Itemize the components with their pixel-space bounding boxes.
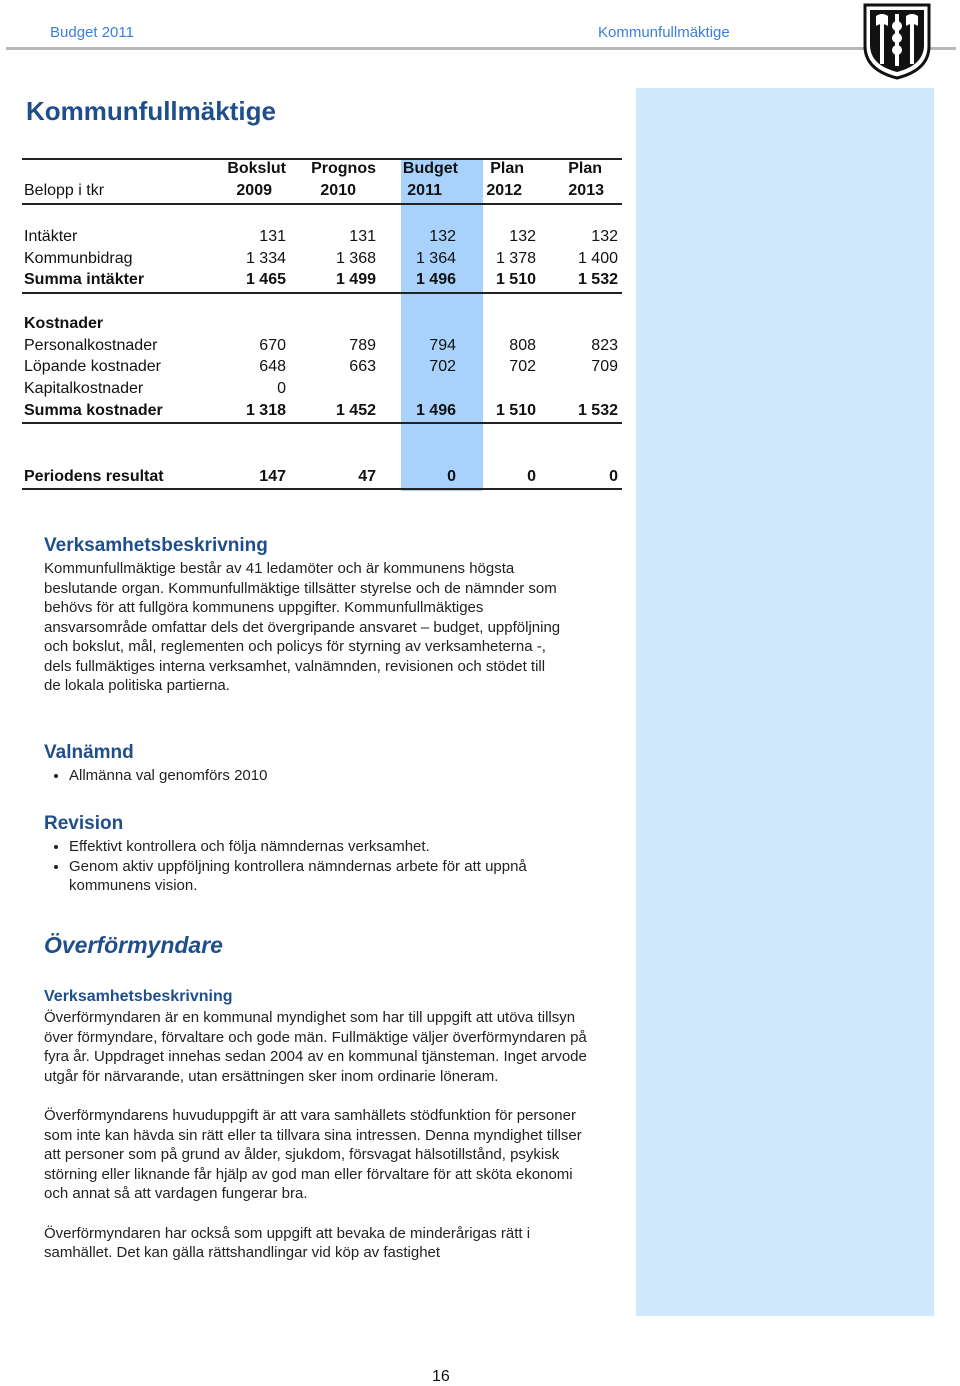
row-label: Kapitalkostnader [24, 380, 144, 397]
table-row [22, 250, 622, 272]
cell: 132 [591, 228, 618, 245]
cell: 1 510 [495, 271, 536, 288]
list-item: • Genom aktiv uppföljning kontrollera nämndernas arbete för att uppnå kommunens vision. [69, 857, 584, 896]
col-header-top: Plan [568, 160, 602, 177]
cell: 1 499 [335, 271, 376, 288]
cell: 823 [591, 337, 618, 354]
cell: 0 [609, 468, 618, 485]
table-top-rule [22, 158, 622, 160]
list-item: • Effektivt kontrollera och följa nämndernas verksamhet. [69, 837, 584, 857]
cell: 808 [509, 337, 536, 354]
table-row [22, 337, 622, 359]
table-row-total [22, 402, 622, 424]
table-bottom-rule [22, 488, 622, 490]
row-label: Intäkter [24, 228, 78, 245]
side-panel [636, 88, 934, 1316]
revision-list [44, 837, 584, 896]
row-label: Löpande kostnader [24, 358, 161, 375]
coat-of-arms-icon [862, 2, 932, 80]
table-row [22, 228, 622, 250]
verksamhet-heading: Verksamhetsbeskrivning [44, 535, 268, 556]
cell: 1 400 [577, 250, 618, 267]
cell: 131 [259, 228, 286, 245]
cell: 1 532 [577, 402, 618, 419]
cell: 0 [277, 380, 286, 397]
header-section-title: Kommunfullmäktige [598, 24, 730, 41]
table-header-rule [22, 203, 622, 205]
revision-heading: Revision [44, 813, 124, 834]
page-title: Kommunfullmäktige [26, 96, 276, 126]
table-row [22, 358, 622, 380]
overformyndare-section [44, 988, 594, 1263]
row-label: Summa intäkter [24, 271, 145, 288]
cell: 648 [259, 358, 286, 375]
corner-label: Belopp i tkr [24, 182, 105, 199]
revision-section [44, 813, 584, 896]
cell: 1 368 [335, 250, 376, 267]
cell: 1 378 [495, 250, 536, 267]
header-divider [6, 47, 956, 50]
table-rule [22, 422, 622, 424]
overformyndare-paragraph: Överförmyndaren är en kommunal myndighet som har till uppgift att utöva tillsyn över förmyndare, förvaltare och gode män. Fullmäktige väljer överförmyndaren på fyra år. Uppdraget innehas sedan 2004 av en kommunal tjänsteman. Inget arvode utgår för närvarande, utan ersättningen sker inom ordinarie löneram. [44, 1009, 587, 1085]
col-header-top: Plan [490, 160, 524, 177]
cell: 789 [349, 337, 376, 354]
cell: 147 [259, 468, 286, 485]
col-header-year: 2010 [320, 182, 356, 199]
cell: 0 [527, 468, 536, 485]
row-label: Personalkostnader [24, 337, 158, 354]
valnamnd-list [44, 766, 624, 786]
overformyndare-title: Överförmyndare [44, 932, 223, 958]
overformyndare-paragraph: Överförmyndarens huvuduppgift är att vara samhällets stödfunktion för personer som inte kan hävda sin rätt eller ta tillvara sina intressen. Denna myndighet tillser att personer som på grund av ålder, sjukdom, försvagat hälsotillstånd, psykisk störning eller liknande får hjälp av god man eller förvaltare för att sköta ekonomi och annat så att vardagen fungerar bra. [44, 1107, 582, 1202]
cell: 131 [349, 228, 376, 245]
list-item: • Allmänna val genomförs 2010 [69, 766, 624, 786]
cell: 709 [591, 358, 618, 375]
cell: 663 [349, 358, 376, 375]
header-document-title: Budget 2011 [50, 24, 134, 41]
page-number: 16 [432, 1368, 450, 1385]
cell: 1 452 [335, 402, 376, 419]
table-row [22, 380, 622, 402]
cell: 1 532 [577, 271, 618, 288]
verksamhet-text: Kommunfullmäktige består av 41 ledamöter och är kommunens högsta beslutande organ. Kommunfullmäktige tillsätter styrelse och de nämnder som behövs för att fullgöra kommunens uppgifter. Kommunfullmäktiges ansvarsområde omfattar dels det övergripande ansvaret – budget, uppföljning och bokslut, mål, reglementen och policys för styrning av verksamheterna -, dels fullmäktiges interna verksamhet, valnämnden, revisionen och stödet till de lokala politiska partierna. [44, 560, 561, 694]
cell: 1 496 [415, 271, 456, 288]
overformyndare-heading: Verksamhetsbeskrivning [44, 988, 233, 1005]
cell: 132 [509, 228, 536, 245]
row-label: Summa kostnader [24, 402, 163, 419]
col-header-year: 2011 [407, 182, 442, 199]
row-label: Periodens resultat [24, 468, 164, 485]
col-header-top: Prognos [311, 160, 376, 177]
table-row-result [22, 468, 622, 490]
cell: 670 [259, 337, 286, 354]
cell: 1 318 [245, 402, 286, 419]
cell: 1 465 [245, 271, 286, 288]
table-header-row-top [22, 160, 622, 182]
cell: 1 364 [415, 250, 456, 267]
valnamnd-section [44, 742, 624, 786]
row-label: Kommunbidrag [24, 250, 133, 267]
col-header-year: 2013 [568, 182, 604, 199]
cell: 1 496 [415, 402, 456, 419]
cell: 1 334 [245, 250, 286, 267]
table-header-row-bottom [22, 182, 622, 204]
cell: 0 [447, 468, 456, 485]
cell: 794 [429, 337, 456, 354]
col-header-top: Bokslut [227, 160, 286, 177]
col-header-top: Budget [402, 160, 458, 177]
col-header-year: 2012 [486, 182, 522, 199]
table-section-heading [22, 315, 622, 337]
table-rule [22, 292, 622, 294]
cell: 47 [358, 468, 376, 485]
verksamhet-section [44, 535, 564, 696]
overformyndare-paragraph: Överförmyndaren har också som uppgift att bevaka de minderårigas rätt i samhället. Det kan gälla rättshandlingar vid köp av fastighet [44, 1224, 531, 1261]
row-label: Kostnader [24, 315, 104, 332]
col-header-year: 2009 [236, 182, 272, 199]
valnamnd-heading: Valnämnd [44, 742, 134, 763]
table-row-total [22, 271, 622, 293]
cell: 132 [429, 228, 456, 245]
cell: 702 [509, 358, 536, 375]
cell: 1 510 [495, 402, 536, 419]
cell: 702 [429, 358, 456, 375]
